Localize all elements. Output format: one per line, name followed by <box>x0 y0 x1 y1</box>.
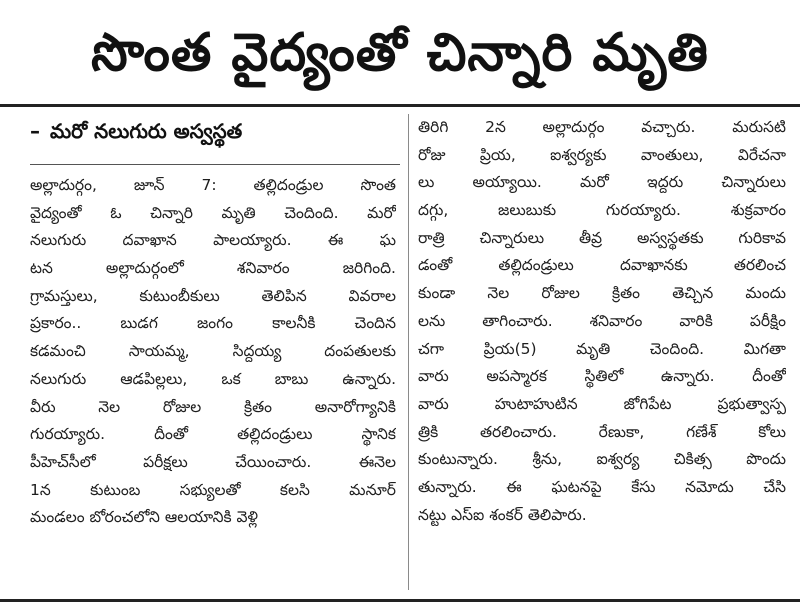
subheadline-rule <box>30 164 400 165</box>
article-line: తున్నారు. ఈ ఘటనపై కేసు నమోదు చేసి <box>418 477 786 496</box>
subheadline-dash: – <box>30 119 40 143</box>
column-divider <box>408 114 409 590</box>
article-line: కుంటున్నారు. శ్రీను, ఐశ్వర్య చికిత్స పొందు <box>418 450 786 469</box>
article-line: ప్రకారం.. బుడగ జంగం కాలనీకి చెందిన <box>30 314 396 333</box>
article-line: లను తాగించారు. శనివారం వారికి పరీక్షిం <box>418 311 786 330</box>
article-line: టన అల్లాదుర్గంలో శనివారం జరిగింది. <box>30 259 396 278</box>
headline: సొంత వైద్యంతో చిన్నారి మృతి <box>91 23 709 83</box>
article-line: చగా ప్రియ(5) మృతి చెందింది. మిగతా <box>418 339 786 358</box>
headline-rule <box>0 104 800 107</box>
article-line: గురయ్యారు. దీంతో తల్లిదండ్రులు స్థానిక <box>30 425 396 444</box>
article-line: వైద్యంతో ఓ చిన్నారి మృతి చెందింది. మరో <box>30 203 396 222</box>
article-line: మండలం బోరంచలోని ఆలయానికి వెళ్లి <box>30 508 259 527</box>
left-column <box>30 172 396 532</box>
article-line: త్రికి తరలించారు. రేణుకా, గణేశ్ కోలు <box>418 422 786 441</box>
article-line: పీహెచ్‌సీలో పరీక్షలు చేయించారు. ఈనెల <box>30 452 396 471</box>
article-line: దగ్గు, జలుబుకు గురయ్యారు. శుక్రవారం <box>418 201 786 220</box>
article-line: డంతో తల్లిదండ్రులు దవాఖానకు తరలించ <box>418 256 786 275</box>
article-line: తిరిగి 2న అల్లాదుర్గం వచ్చారు. మరుసటి <box>418 118 786 136</box>
article-line: కుండా నెల రోజుల క్రితం తెచ్చిన మందు <box>418 284 786 303</box>
article-line: వీరు నెల రోజుల క్రితం అనారోగ్యానికి <box>30 397 396 416</box>
subheadline-row <box>30 114 400 148</box>
subheadline: మరో నలుగురు అస్వస్థత <box>50 119 243 143</box>
article-line: నలుగురు ఆడపిల్లలు, ఒక బాబు ఉన్నారు. <box>30 369 396 388</box>
article-line: లు అయ్యాయి. మరో ఇద్దరు చిన్నారులు <box>418 173 786 192</box>
article-line: రోజు ప్రియ, ఐశ్వర్యకు వాంతులు, విరేచనా <box>418 145 786 164</box>
article-line: గ్రామస్తులు, కుటుంబీకులు తెలిపిన వివరాల <box>30 286 396 305</box>
article-line: నట్టు ఎస్ఐ శంకర్ తెలిపారు. <box>418 505 587 524</box>
bottom-rule <box>0 599 800 602</box>
article-line: కడమంచి సాయమ్మ, సిద్దయ్య దంపతులకు <box>30 342 396 361</box>
right-column <box>418 114 786 529</box>
article-line: నలుగురు దవాఖాన పాలయ్యారు. ఈ ఘ <box>30 231 396 250</box>
article-line: రాత్రి చిన్నారులు తీవ్ర అస్వస్థతకు గురికావ <box>418 228 786 247</box>
article-line: వారు హుటాహుటిన జోగిపేట ప్రభుత్వాస్ప <box>418 394 786 413</box>
article-line: అల్లాదుర్గం, జూన్ 7: తల్లిదండ్రుల సొంత <box>30 176 396 194</box>
article-line: వారు అపస్మారక స్థితిలో ఉన్నారు. దీంతో <box>418 367 786 386</box>
article-line: 1న కుటుంబ సభ్యులతో కలసి మనూర్ <box>30 480 396 499</box>
